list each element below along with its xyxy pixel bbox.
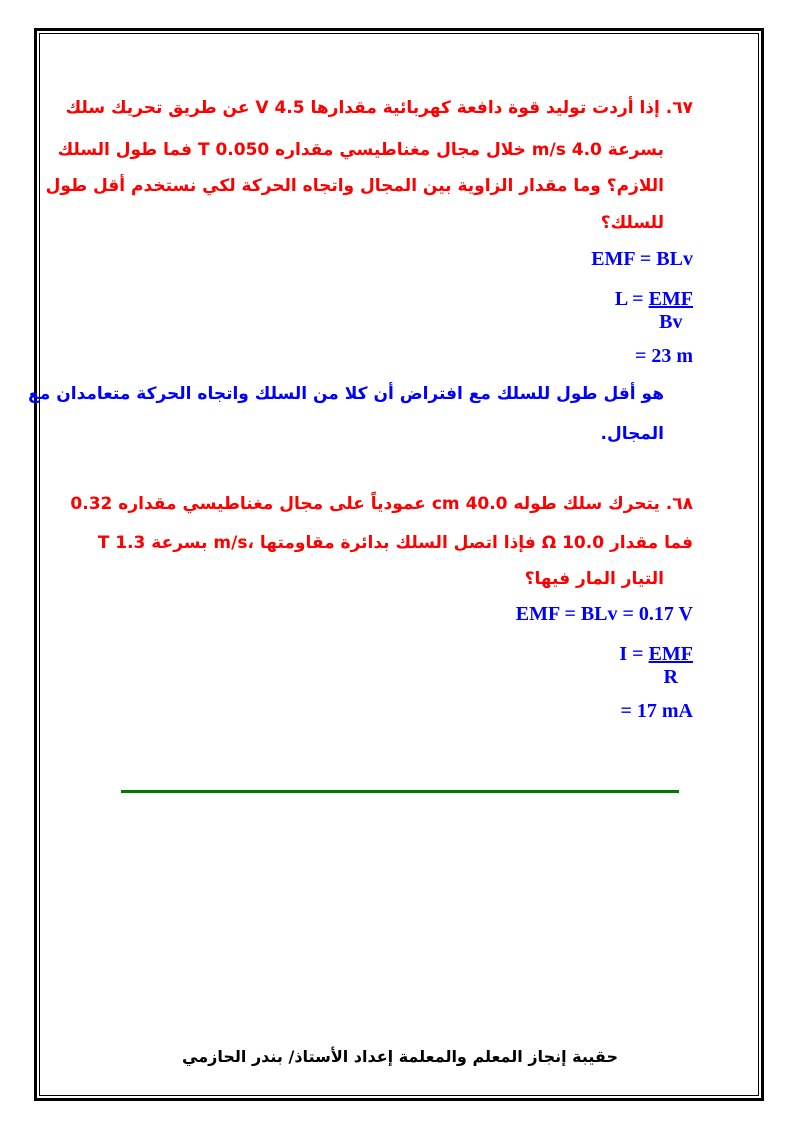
- problem-67-eq-emf: EMF = BLv: [591, 248, 693, 270]
- problem-68-line-3: التيار المار فيها؟: [524, 569, 664, 589]
- fraction: [649, 643, 693, 689]
- problem-67-answer-line-1: هو أقل طول للسلك مع افتراض أن كلا من السلك واتجاه الحركة متعامدان مع: [28, 384, 664, 404]
- problem-67-line-4: للسلك؟: [600, 213, 664, 233]
- problem-67-answer-line-2: المجال.: [600, 424, 664, 444]
- fraction-numerator: EMF: [648, 288, 693, 310]
- problem-67-line-3: اللازم؟ وما مقدار الزاوية بين المجال واتجاه الحركة لكي نستخدم أقل طول: [45, 176, 664, 196]
- section-divider: [121, 790, 679, 793]
- problem-68-line-2: T بسرعة 1.3 m/s، فإذا اتصل السلك بدائرة مقاومتها Ω 10.0 فما مقدار: [97, 533, 693, 553]
- problem-68-eq-emf: EMF = BLv = 0.17 V: [515, 603, 693, 625]
- problem-67-eq-result: = 23 m: [634, 345, 693, 367]
- problem-67-eq-length: [615, 288, 693, 334]
- eq-lhs: L =: [614, 288, 649, 310]
- problem-67-line-1: ٦٧. إذا أردت توليد قوة دافعة كهربائية مقدارها 4.5 V عن طريق تحريك سلك: [65, 98, 693, 118]
- eq-lhs: I =: [619, 643, 649, 665]
- page-footer: حقيبة إنجاز المعلم والمعلمة إعداد الأستاذ/ بندر الحازمي: [182, 1047, 618, 1066]
- problem-68-eq-result: = 17 mA: [620, 700, 693, 722]
- fraction-denominator: R: [663, 666, 678, 688]
- fraction: [649, 288, 693, 334]
- problem-68-line-1: ٦٨. يتحرك سلك طوله 40.0 cm عمودياً على مجال مغناطيسي مقداره 0.32: [70, 494, 693, 514]
- fraction-denominator: Bv: [659, 311, 683, 333]
- fraction-numerator: EMF: [648, 643, 693, 665]
- problem-68-eq-current: [619, 643, 693, 689]
- problem-67-line-2: بسرعة 4.0 m/s خلال مجال مغناطيسي مقداره 0.050 T فما طول السلك: [57, 140, 664, 160]
